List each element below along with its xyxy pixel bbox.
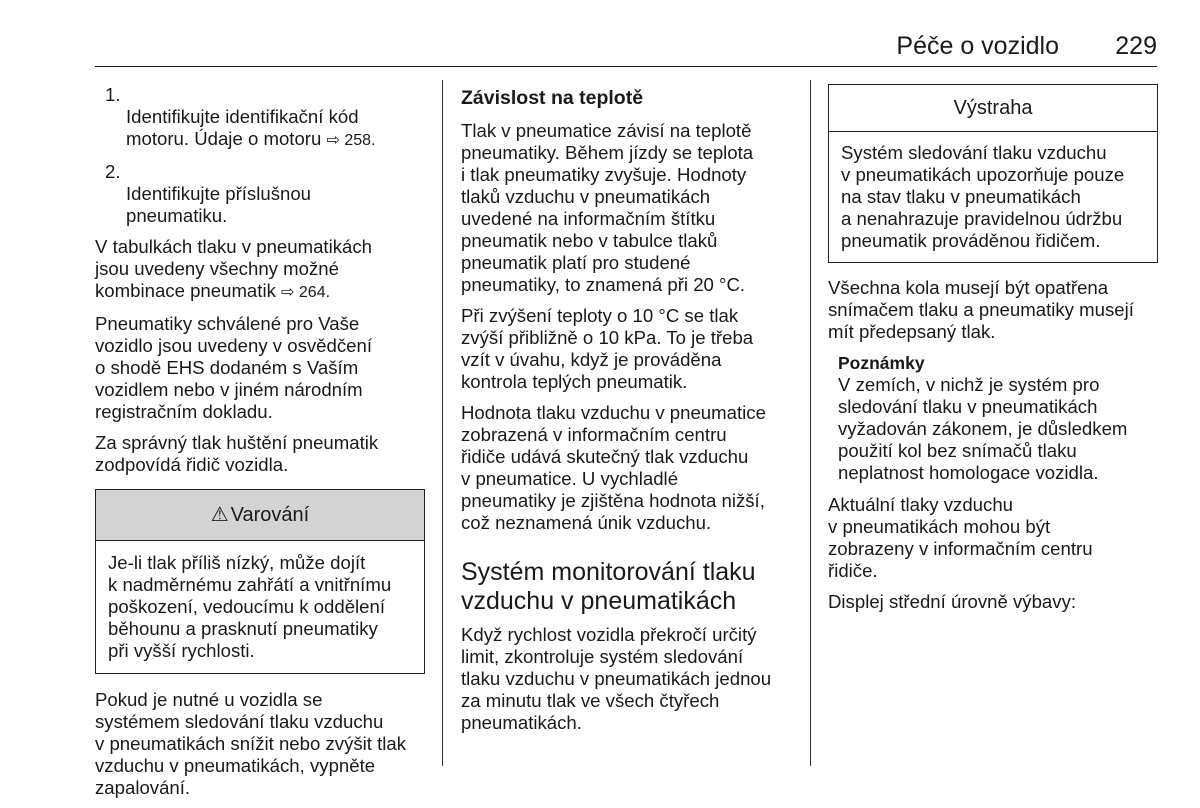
column-right [828,84,1158,622]
warning-box [95,489,425,674]
caution-body: Systém sledování tlaku vzduchu v pneumatikách upozorňuje pouze na stav tlaku v pneumatikách a nenahrazuje pravidelnou údržbu pneumatik prováděnou řidičem. [841,142,1125,251]
subheading: Závislost na teplotě [461,87,644,109]
step-text: Identifikujte identifikační kód motoru. Údaje o motoru [126,106,359,149]
paragraph: Displej střední úrovně výbavy: [828,591,1077,612]
paragraph: Za správný tlak huštění pneumatik zodpovídá řidič vozidla. [95,432,379,475]
list-item [95,161,425,227]
paragraph: Všechna kola musejí být opatřena snímačem tlaku a pneumatiky musejí mít předepsaný tlak. [828,277,1134,342]
page-reference-link[interactable]: ⇨ 264. [281,284,331,301]
column-divider [810,80,811,766]
paragraph: Pokud je nutné u vozidla se systémem sledování tlaku vzduchu v pneumatikách snížit nebo zvýšit tlak vzduchu v pneumatikách, vypněte zapalování. [95,689,407,798]
note-body: V zemích, v nichž je systém pro sledování tlaku v pneumatikách vyžadován zákonem, je důsledkem použití kol bez snímačů tlaku neplatnost homologace vozidla. [838,374,1128,483]
paragraph: Pneumatiky schválené pro Vaše vozidlo jsou uvedeny v osvědčení o shodě EHS dodaném s Vaším vozidlem nebo v jiném národním registračním dokladu. [95,313,373,422]
paragraph: Tlak v pneumatice závisí na teplotě pneumatiky. Během jízdy se teplota i tlak pneumatiky zvyšuje. Hodnoty tlaků vzduchu v pneumatikách uvedené na informačním štítku pneumatik nebo v tabulce tlaků pneumatik platí pro studené pneumatiky, to znamená při 20 °C. [461,120,754,295]
note-block [838,352,1158,484]
paragraph: Aktuální tlaky vzduchu v pneumatikách mohou být zobrazeny v informačním centru řidiče. [828,494,1093,581]
note-title: Poznámky [838,353,925,373]
page-reference-link[interactable]: ⇨ 258. [326,132,376,149]
warning-title: Varování [230,504,310,526]
warning-body: Je-li tlak příliš nízký, může dojít k nadměrnému zahřátí a vnitřnímu poškození, vedoucímu k oddělení běhounu a prasknutí pneumatiky při vyšší rychlosti. [108,552,392,661]
column-divider [442,80,443,766]
page-number: 229 [1115,32,1157,60]
caution-box [828,84,1158,263]
column-left [95,84,425,808]
caution-title: Výstraha [829,85,1157,132]
paragraph: Když rychlost vozidla překročí určitý limit, zkontroluje systém sledování tlaku vzduchu v pneumatikách jednou za minutu tlak ve všech čtyřech pneumatikách. [461,624,772,733]
warning-header [96,490,424,541]
list-item [95,84,425,152]
column-middle [461,84,796,743]
step-number: 1. [105,84,121,105]
section-heading: Systém monitorování tlaku vzduchu v pneumatikách [461,558,756,615]
page-header [95,30,1157,67]
paragraph: Hodnota tlaku vzduchu v pneumatice zobrazená v informačním centru řidiče udává skutečný tlak vzduchu v pneumatice. U vychladlé pneumatiky je zjištěna hodnota nižší, což neznamená únik vzduchu. [461,402,766,533]
paragraph [95,236,425,304]
step-text: Identifikujte příslušnou pneumatiku. [126,183,312,226]
warning-triangle-icon: ⚠ [210,504,229,526]
step-list [95,84,425,227]
paragraph: Při zvýšení teploty o 10 °C se tlak zvýší přibližně o 10 kPa. To je třeba vzít v úvahu, když je prováděna kontrola teplých pneumatik. [461,305,754,392]
page-title: Péče o vozidlo [896,32,1059,60]
paragraph-text: V tabulkách tlaku v pneumatikách jsou uvedeny všechny možné kombinace pneumatik [95,236,372,301]
step-number: 2. [105,161,121,182]
